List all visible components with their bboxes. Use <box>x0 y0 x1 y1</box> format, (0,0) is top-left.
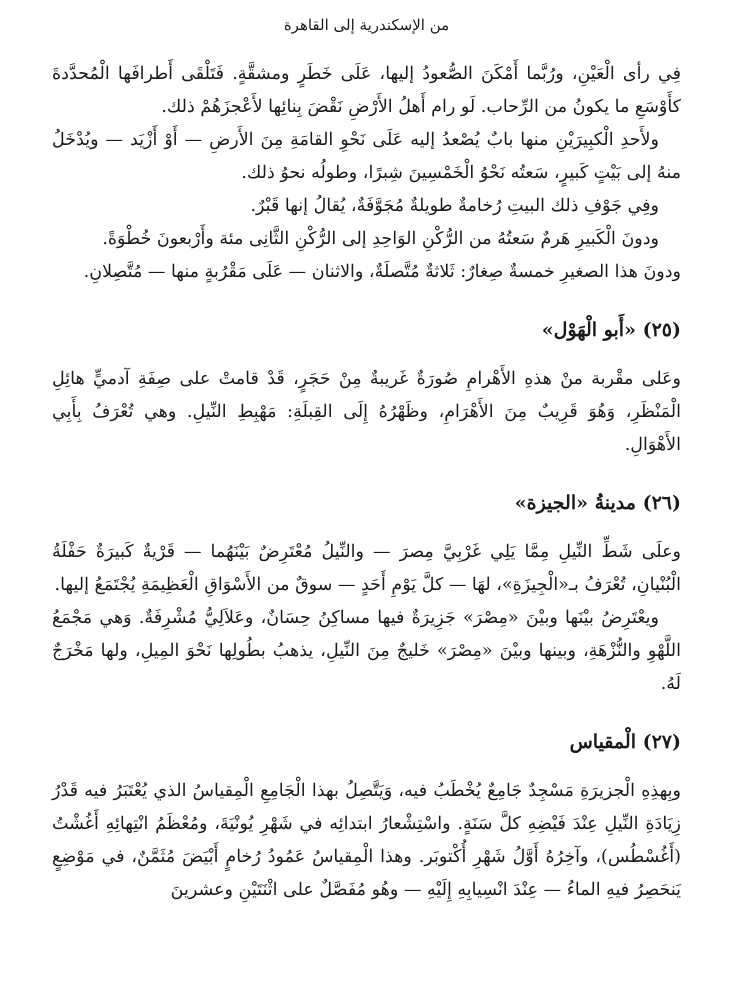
paragraph: وعلَى شَطِّ النِّيلِ مِمَّا يَلِي غَرْبِيَّ مِصرَ — والنِّيلُ مُعْتَرِضٌ بَيْنَهُما — قَرْيةٌ كَبيرَةٌ حَفْلَةُ الْبُنْيانِ، تُعْرَفُ بـ«الْجِيزَةِ»، لهَا — كلَّ يَوْمِ أَحَدٍ — سوقٌ من الأَسْوَاقِ الْعَظِيمَةِ يُجْتَمَعُ إليها. <box>52 542 681 595</box>
paragraph: وعَلى مقْربة منْ هذهِ الأَهْرامِ صُورَةٌ غَريبةٌ مِنْ حَجَرٍ، قَدْ قامتْ على صِفَةِ آدميٍّ هائِلِ الْمَنْظَرِ، وَهُوَ قَرِيبٌ مِنَ الأَهْرَامِ، وظَهْرُهُ إِلَى القِبلَةِ: مَهْبِطِ النِّيلِ. وهي تُعْرَفُ بِأَبِي الأَهْوَالِ. <box>52 369 681 455</box>
paragraph: ويعْتَرِضُ بيْنَها وبيْنَ «مِصْرَ» جَزِيرَةٌ فيها مساكِنُ حِسَانٌ، وعَلاَلِيُّ مُشْرِفَةٌ. وَهي مَجْمَعُ اللَّهْوِ والنُّزْهَةِ، وبينها وبيْنَ «مِصْرَ» خَليجٌ مِنَ النِّيلِ، يذهبُ بطُولِها نَحْوَ المِيلِ، ولها مَخْرَجٌ لَهُ. <box>52 608 681 694</box>
paragraph: ودونَ هذا الصغيرِ خمسةٌ صِغارٌ: ثَلاثةٌ مُتَّصلَةٌ، والاثنان — عَلَى مَقْرُبةٍ منها — مُتَّصِلانِ. <box>83 262 681 282</box>
running-head: من الإسكندرية إلى القاهرة <box>283 16 450 34</box>
section-heading-26: (٢٦) مدينةُ «الجيزة» <box>514 492 681 514</box>
paragraph: فِي رأى الْعَيْنِ، ورُبَّما أَمْكَنَ الصُّعودُ إليها، عَلَى خَطَرٍ ومشقَّةٍ. فَتَلْقَى أَطرافَها الْمُحدَّدةَ كأَوْسَعِ ما يكونُ من الرِّحاب. لَو رام أَهلُ الأَرْضِ نَقْضَ بِنائِها لأَعْجزَهُمْ ذلك. <box>52 64 681 117</box>
paragraph: وبِهذِهِ الْجزيرَةِ مَسْجِدٌ جَامِعٌ يُخْطَبُ فيه، وَيَتَّصِلُ بهذا الْجَامِعِ الْمِقياسُ الذي يُعْتَبَرُ فيه قَدْرُ زِيَادَةِ النِّيلِ عِنْدَ فَيْضِهِ كلَّ سَنَةٍ. واسْتِشْعارُ ابتدائِه في شَهْرِ يُونْيَةَ، ومُعْظَمُ انْتِهائِهِ أَغُشْتُ (أَغُسْطُس)، وآخِرُهُ أَوَّلُ شَهْرِ أُكْتوبَر. وهذا الْمِقياسُ عَمُودُ رُخامٍ أَبْيَضَ مُثَمَّنٌ، في مَوْضِعٍ يَنحَصِرُ فيهِ الماءُ — عِنْدَ انْسِيابِهِ إِلَيْهِ — وهُو مُفَصَّلٌ على اثْنَتَيْنِ وعشرينَ <box>52 781 681 900</box>
section-heading-25: (٢٥) «أَبو الْهَوْل» <box>541 319 681 341</box>
section-heading-27: (٢٧) الْمقياس <box>569 731 681 753</box>
paragraph: ولأَحدِ الْكبِيرَيْنِ منها بابٌ يُصْعدُ إليه عَلَى نَحْوِ القامَةِ مِنَ الأَرضِ — أَوْ أَزْيَد — ويُدْخَلُ منهُ إلى بَيْتٍ كَبيرٍ، سَعتُه نَحْوُ الْخَمْسِينَ شِبرًا، وطولُه نحوُ ذلك. <box>52 130 681 183</box>
paragraph: وفِي جَوْفِ ذلك البيتِ رُخامةٌ طويلةٌ مُجَوَّفَةٌ، يُقالُ إنها قَبْرٌ. <box>250 196 659 216</box>
paragraph: ودونَ الْكَبيرِ هَرمٌ سَعتُهُ من الرُّكْنِ الوَاحِدِ إلى الرُّكْنِ الثَّانِى مئة وأَرْبعونَ خُطْوَةً. <box>102 229 659 249</box>
